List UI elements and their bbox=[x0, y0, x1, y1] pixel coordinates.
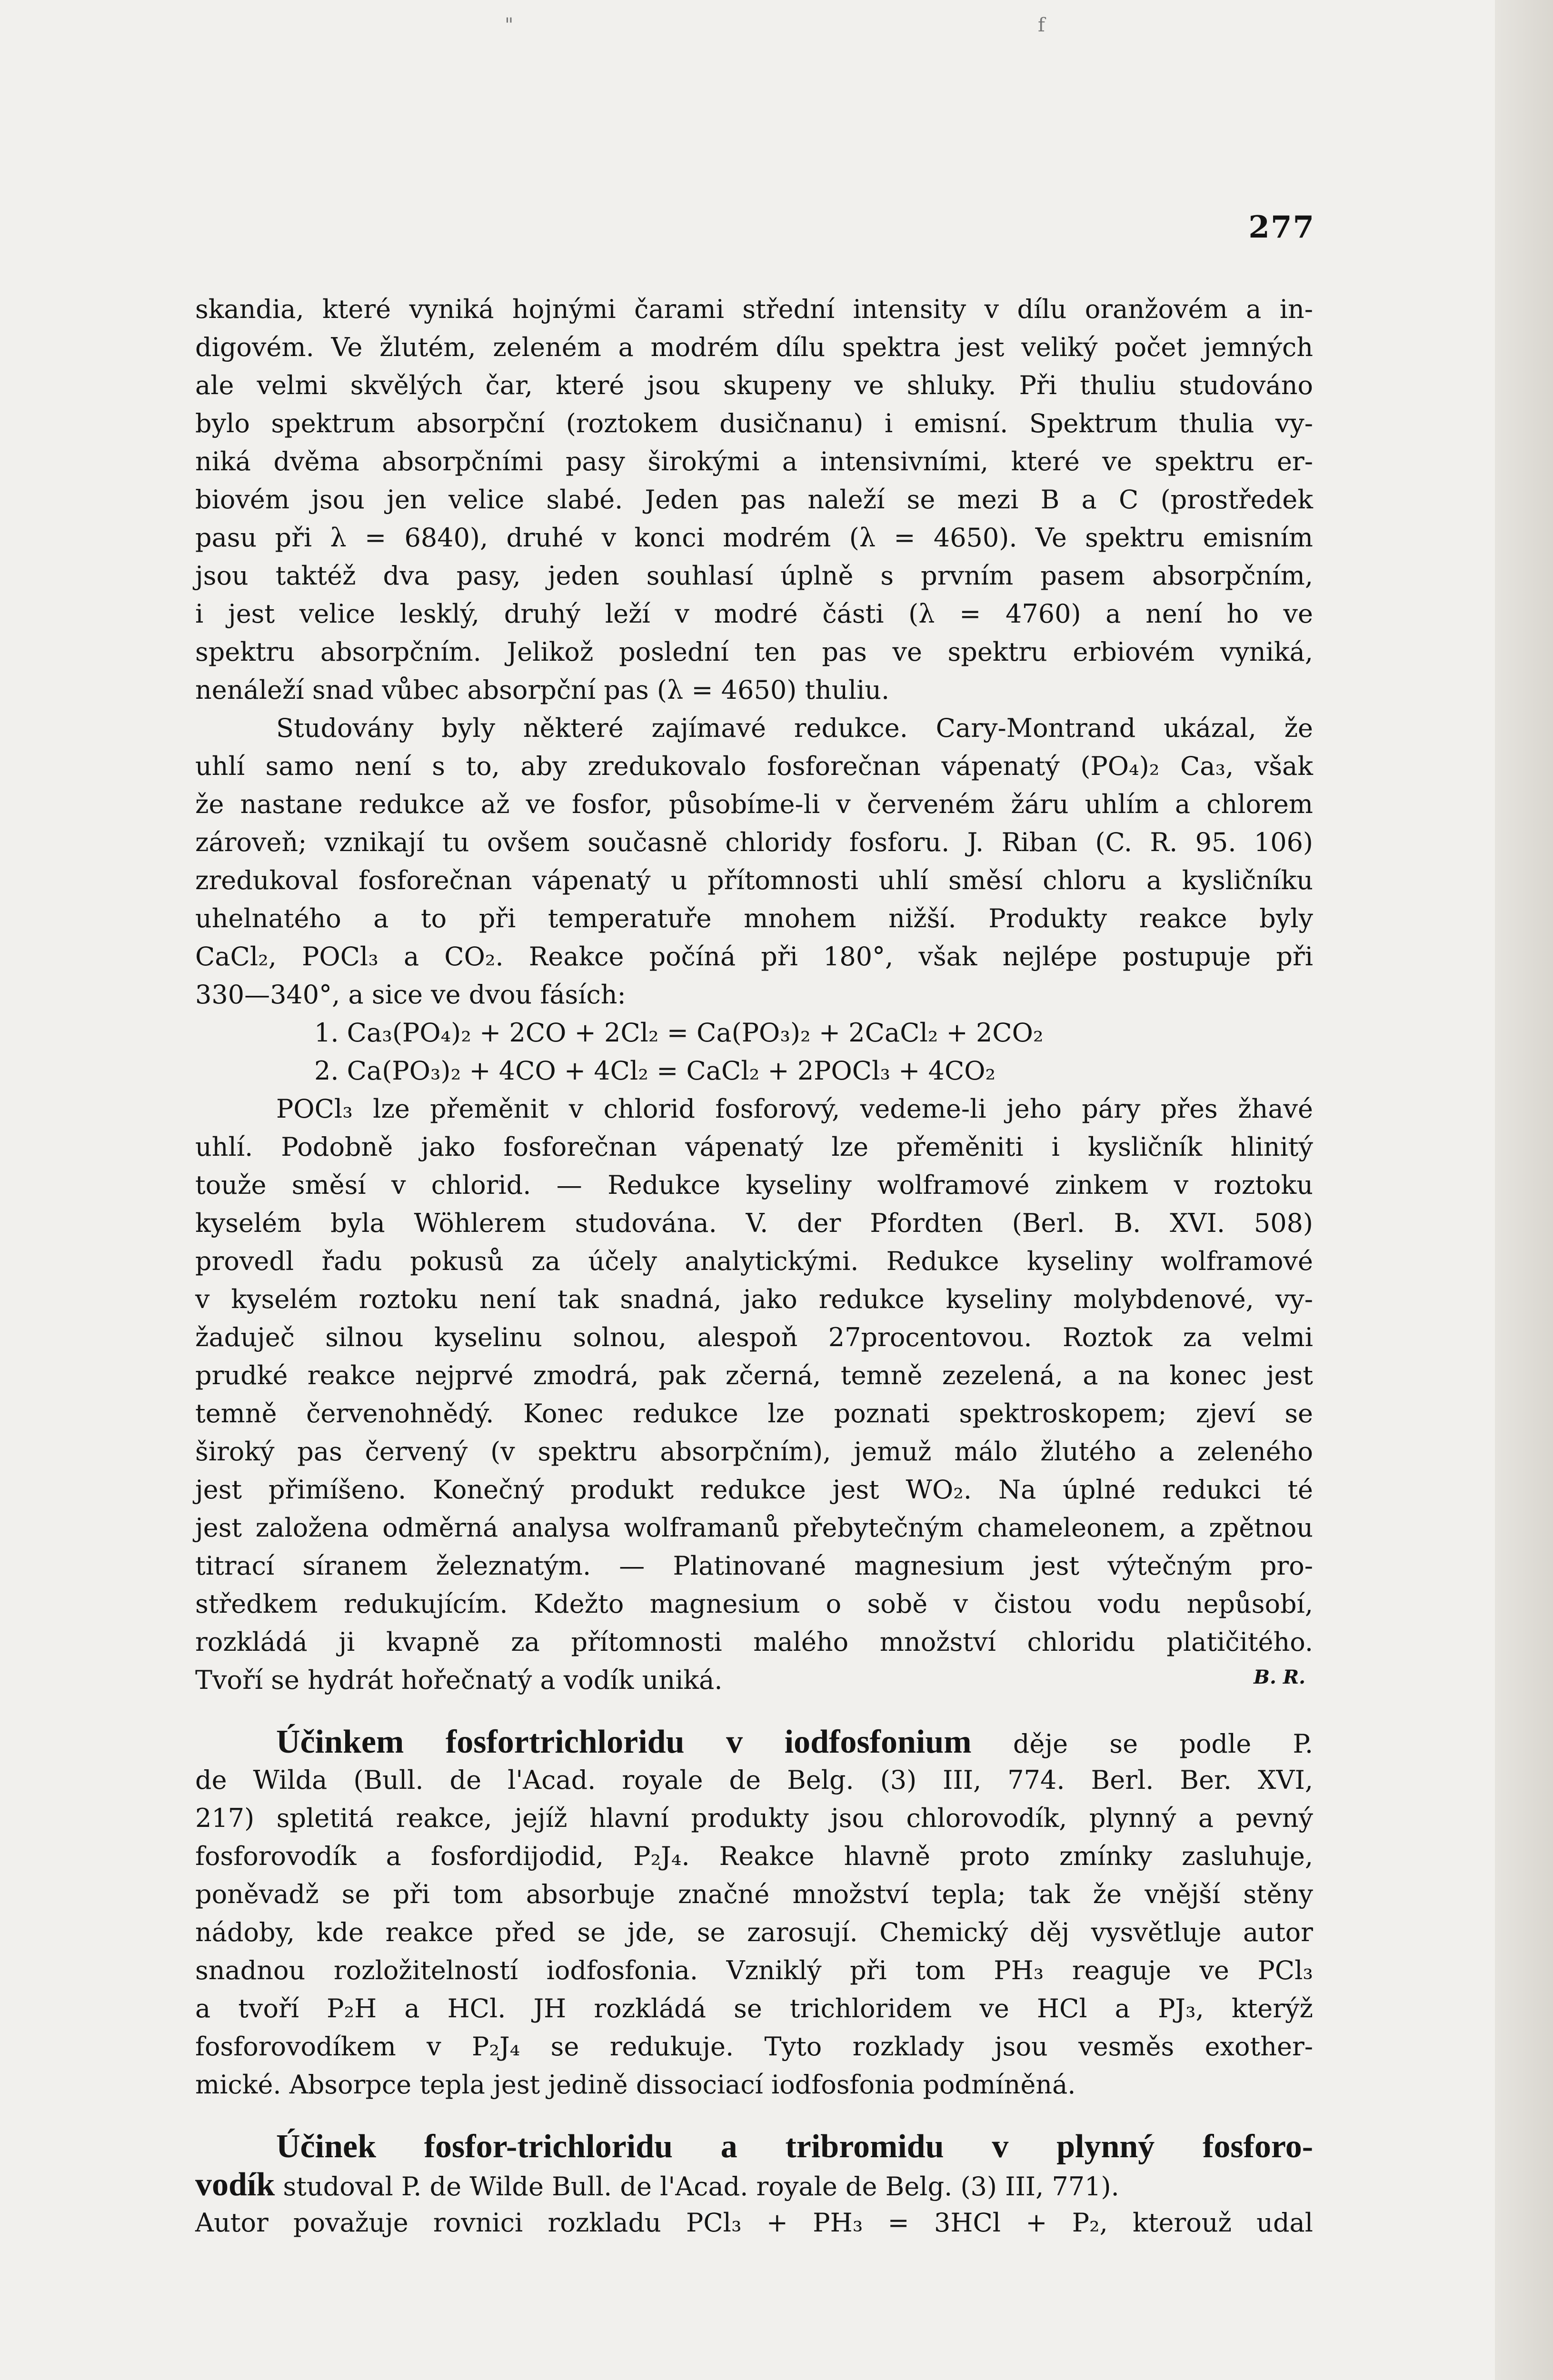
text-line: Autor považuje rovnici rozkladu PCl₃ + PH₃ = 3HCl + P₂, kterouž udal bbox=[195, 2208, 1313, 2238]
text-line: CaCl₂, POCl₃ a CO₂. Reakce počíná při 180°, však nejlépe postupuje při bbox=[195, 942, 1313, 972]
text-line: temně červenohnědý. Konec redukce lze poznati spektroskopem; zjeví se bbox=[195, 1398, 1313, 1428]
text-line: zredukoval fosforečnan vápenatý u přítomnosti uhlí směsí chloru a kysličníku bbox=[195, 865, 1313, 895]
text-line: ale velmi skvělých čar, které jsou skupeny ve shluky. Při thuliu studováno bbox=[195, 370, 1313, 400]
text-line: jsou taktéž dva pasy, jeden souhlasí úplně s prvním pasem absorpčním, bbox=[195, 561, 1313, 591]
text-line: de Wilda (Bull. de l'Acad. royale de Belg. (3) III, 774. Berl. Ber. XVI, bbox=[195, 1765, 1313, 1795]
text-line: Tvoří se hydrát hořečnatý a vodík uniká. bbox=[195, 1665, 723, 1695]
text-line: zároveň; vznikají tu ovšem současně chloridy fosforu. J. Riban (C. R. 95. 106) bbox=[195, 827, 1313, 857]
text-line: digovém. Ve žlutém, zeleném a modrém dílu spektra jest veliký počet jemných bbox=[195, 332, 1313, 362]
equation-2: 2. Ca(PO₃)₂ + 4CO + 4Cl₂ = CaCl₂ + 2POCl₃ + 4CO₂ bbox=[314, 1056, 996, 1086]
text-line: uhlí samo není s to, aby zredukovalo fosforečnan vápenatý (PO₄)₂ Ca₃, však bbox=[195, 751, 1313, 781]
text-line: biovém jsou jen velice slabé. Jeden pas naleží se mezi B a C (prostředek bbox=[195, 485, 1313, 515]
text-line: jest přimíšeno. Konečný produkt redukce jest WO₂. Na úplné redukci té bbox=[195, 1475, 1313, 1505]
section-heading-2: Účinek fosfor-trichloridu a tribromidu v plynný fosforo- bbox=[276, 2128, 1313, 2165]
text-line: že nastane redukce až ve fosfor, působíme-li v červeném žáru uhlím a chlorem bbox=[195, 789, 1313, 819]
text-line: v kyselém roztoku není tak snadná, jako redukce kyseliny molybdenové, vy- bbox=[195, 1284, 1313, 1314]
text-line: 217) spletitá reakce, jejíž hlavní produkty jsou chlorovodík, plynný a pevný bbox=[195, 1803, 1313, 1833]
text-line: Studovány byly některé zajímavé redukce. Cary-Montrand ukázal, že bbox=[276, 713, 1313, 743]
text-line: poněvadž se při tom absorbuje značné množství tepla; tak že vnější stěny bbox=[195, 1879, 1313, 1909]
page-edge bbox=[1495, 0, 1553, 2380]
text-span: studoval P. de Wilde Bull. de l'Acad. royale de Belg. (3) III, 771). bbox=[275, 2172, 1119, 2202]
text-line: středkem redukujícím. Kdežto magnesium o sobě v čistou vodu nepůsobí, bbox=[195, 1589, 1313, 1619]
text-line: uhlí. Podobně jako fosforečnan vápenatý lze přeměniti i kysličník hlinitý bbox=[195, 1132, 1313, 1162]
text-line: provedl řadu pokusů za účely analytickými. Redukce kyseliny wolframové bbox=[195, 1246, 1313, 1276]
scan-mark: f bbox=[1038, 14, 1045, 36]
text-line: žaduječ silnou kyselinu solnou, alespoň 27procentovou. Roztok za velmi bbox=[195, 1322, 1313, 1352]
text-line: nenáleží snad vůbec absorpční pas (λ = 4650) thuliu. bbox=[195, 675, 890, 705]
text-line: spektru absorpčním. Jelikož poslední ten pas ve spektru erbiovém vyniká, bbox=[195, 637, 1313, 667]
text-line: touže směsí v chlorid. — Redukce kyseliny wolframové zinkem v roztoku bbox=[195, 1170, 1313, 1200]
text-line: bylo spektrum absorpční (roztokem dusičnanu) i emisní. Spektrum thulia vy- bbox=[195, 408, 1313, 438]
author-signature: B. R. bbox=[1254, 1666, 1305, 1688]
text-line: i jest velice lesklý, druhý leží v modré části (λ = 4760) a není ho ve bbox=[195, 599, 1313, 629]
text-line: uhelnatého a to při temperatuře mnohem nižší. Produkty reakce byly bbox=[195, 903, 1313, 933]
text-line: prudké reakce nejprvé zmodrá, pak zčerná, temně zezelená, a na konec jest bbox=[195, 1360, 1313, 1390]
text-line: fosforovodíkem v P₂J₄ se redukuje. Tyto rozklady jsou vesměs exother- bbox=[195, 2032, 1313, 2062]
text-line: pasu při λ = 6840), druhé v konci modrém (λ = 4650). Ve spektru emisním bbox=[195, 523, 1313, 553]
equation-1: 1. Ca₃(PO₄)₂ + 2CO + 2Cl₂ = Ca(PO₃)₂ + 2CaCl₂ + 2CO₂ bbox=[314, 1018, 1044, 1048]
text-line bbox=[276, 1723, 1313, 1761]
text-line: a tvoří P₂H a HCl. JH rozkládá se trichloridem ve HCl a PJ₃, kterýž bbox=[195, 1993, 1313, 2023]
text-line: 330—340°, a sice ve dvou fásích: bbox=[195, 980, 626, 1010]
text-line: titrací síranem železnatým. — Platinované magnesium jest výtečným pro- bbox=[195, 1551, 1313, 1581]
text-line: POCl₃ lze přeměnit v chlorid fosforový, vedeme-li jeho páry přes žhavé bbox=[276, 1094, 1313, 1124]
text-line: snadnou rozložitelností iodfosfonia. Vzniklý při tom PH₃ reaguje ve PCl₃ bbox=[195, 1955, 1313, 1985]
text-line: mické. Absorpce tepla jest jedině dissociací iodfosfonia podmíněná. bbox=[195, 2070, 1076, 2100]
text-line: kyselém byla Wöhlerem studována. V. der Pfordten (Berl. B. XVI. 508) bbox=[195, 1208, 1313, 1238]
text-line bbox=[195, 2166, 1313, 2204]
scan-mark: " bbox=[505, 14, 514, 36]
section-heading-1: Účinkem fosfortrichloridu v iodfosfonium bbox=[276, 1724, 972, 1760]
text-line: nádoby, kde reakce před se jde, se zarosují. Chemický děj vysvětluje autor bbox=[195, 1917, 1313, 1947]
text-line: rozkládá ji kvapně za přítomnosti malého množství chloridu platičitého. bbox=[195, 1627, 1313, 1657]
page-number: 277 bbox=[1248, 209, 1315, 245]
section-heading-2-cont: vodík bbox=[195, 2166, 275, 2203]
text-span: děje se podle P. bbox=[971, 1729, 1314, 1759]
text-line: jest založena odměrná analysa wolframanů přebytečným chameleonem, a zpětnou bbox=[195, 1513, 1313, 1543]
text-line: fosforovodík a fosfordijodid, P₂J₄. Reakce hlavně proto zmínky zasluhuje, bbox=[195, 1841, 1313, 1871]
text-line: skandia, které vyniká hojnými čarami střední intensity v dílu oranžovém a in- bbox=[195, 294, 1313, 324]
text-line: široký pas červený (v spektru absorpčním), jemuž málo žlutého a zeleného bbox=[195, 1437, 1313, 1467]
text-line: niká dvěma absorpčními pasy širokými a intensivními, které ve spektru er- bbox=[195, 446, 1313, 476]
